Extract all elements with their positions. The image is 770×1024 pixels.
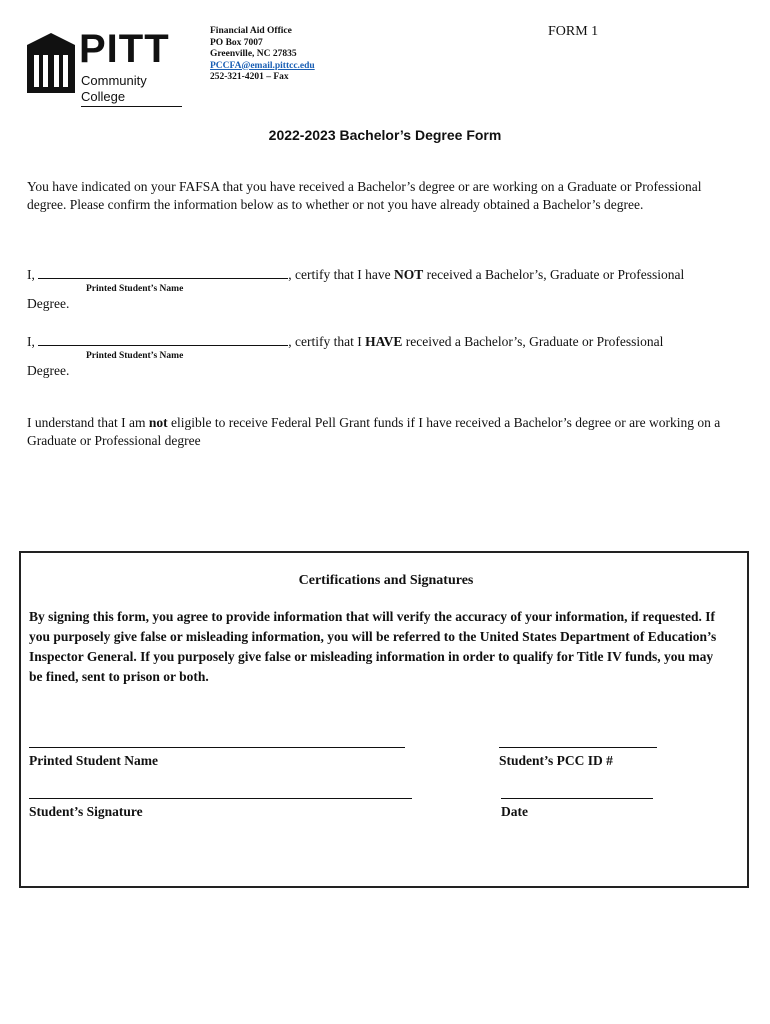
certifications-box [19, 551, 749, 888]
office-name: Financial Aid Office [210, 26, 292, 36]
college-logo [27, 27, 182, 104]
certify-not-degree: Degree. [27, 296, 70, 311]
certify-have-prefix: I, [27, 334, 39, 349]
certify-not-rest: received a Bachelor’s, Graduate or Professional [423, 267, 685, 282]
pcc-id-label: Student’s PCC ID # [499, 753, 613, 768]
certifications-heading: Certifications and Signatures [298, 573, 474, 588]
pell-notice [27, 414, 747, 450]
office-fax: 252-321-4201 – Fax [210, 72, 289, 82]
pcc-id-line[interactable] [499, 747, 657, 748]
college-building-icon [27, 33, 75, 93]
office-address [210, 26, 315, 84]
certify-not-emphasis: NOT [393, 267, 424, 282]
printed-name-label: Printed Student Name [29, 753, 158, 768]
pell-notice-part2: eligible to receive Federal Pell Grant funds if I have received a Bachelor’s degree or are working on a Graduate or Professional degree [27, 415, 721, 448]
certify-have-degree: Degree. [27, 363, 70, 378]
pell-notice-part1: I understand that I am [27, 415, 149, 430]
certify-have-mid: , certify that I [288, 334, 366, 349]
office-po-box: PO Box 7007 [210, 37, 263, 48]
date-label: Date [501, 804, 528, 819]
certify-have-rest: received a Bachelor’s, Graduate or Professional [402, 334, 664, 349]
certify-have-line [27, 333, 663, 350]
certify-not-mid: , certify that I have [288, 267, 394, 282]
certifications-text: By signing this form, you agree to provide information that will verify the accuracy of your information, if requested. If you purposely give false or misleading information, you will be referred to the United States Department of Education’s Inspector General. If you purposely give false or misleading information in order to qualify for Title IV funds, you may be fined, sent to prison or both. [29, 609, 717, 684]
logo-subname: Community College [81, 73, 182, 107]
pell-notice-emphasis: not [148, 415, 168, 430]
certify-not-name-field[interactable] [38, 266, 288, 279]
printed-name-line[interactable] [29, 747, 405, 748]
signature-label: Student’s Signature [29, 804, 143, 819]
date-line[interactable] [501, 798, 653, 799]
office-email-link[interactable]: PCCFA@email.pittcc.edu [210, 60, 315, 71]
logo-name: PITT [79, 27, 170, 71]
signature-line[interactable] [29, 798, 412, 799]
form-number: FORM 1 [548, 24, 599, 39]
certify-not-line [27, 266, 684, 283]
certify-not-prefix: I, [27, 267, 39, 282]
certify-have-name-label: Printed Student’s Name [86, 351, 184, 361]
certify-have-name-field[interactable] [38, 333, 288, 346]
page-title: 2022-2023 Bachelor’s Degree Form [268, 127, 502, 143]
certify-not-name-label: Printed Student’s Name [86, 284, 184, 294]
certify-have-emphasis: HAVE [365, 334, 403, 349]
office-city: Greenville, NC 27835 [210, 49, 297, 59]
intro-paragraph: You have indicated on your FAFSA that you have received a Bachelor’s degree or are working on a Graduate or Professional degree. Please confirm the information below as to whether or not you have already obtained a Bachelor’s degree. [27, 179, 702, 212]
